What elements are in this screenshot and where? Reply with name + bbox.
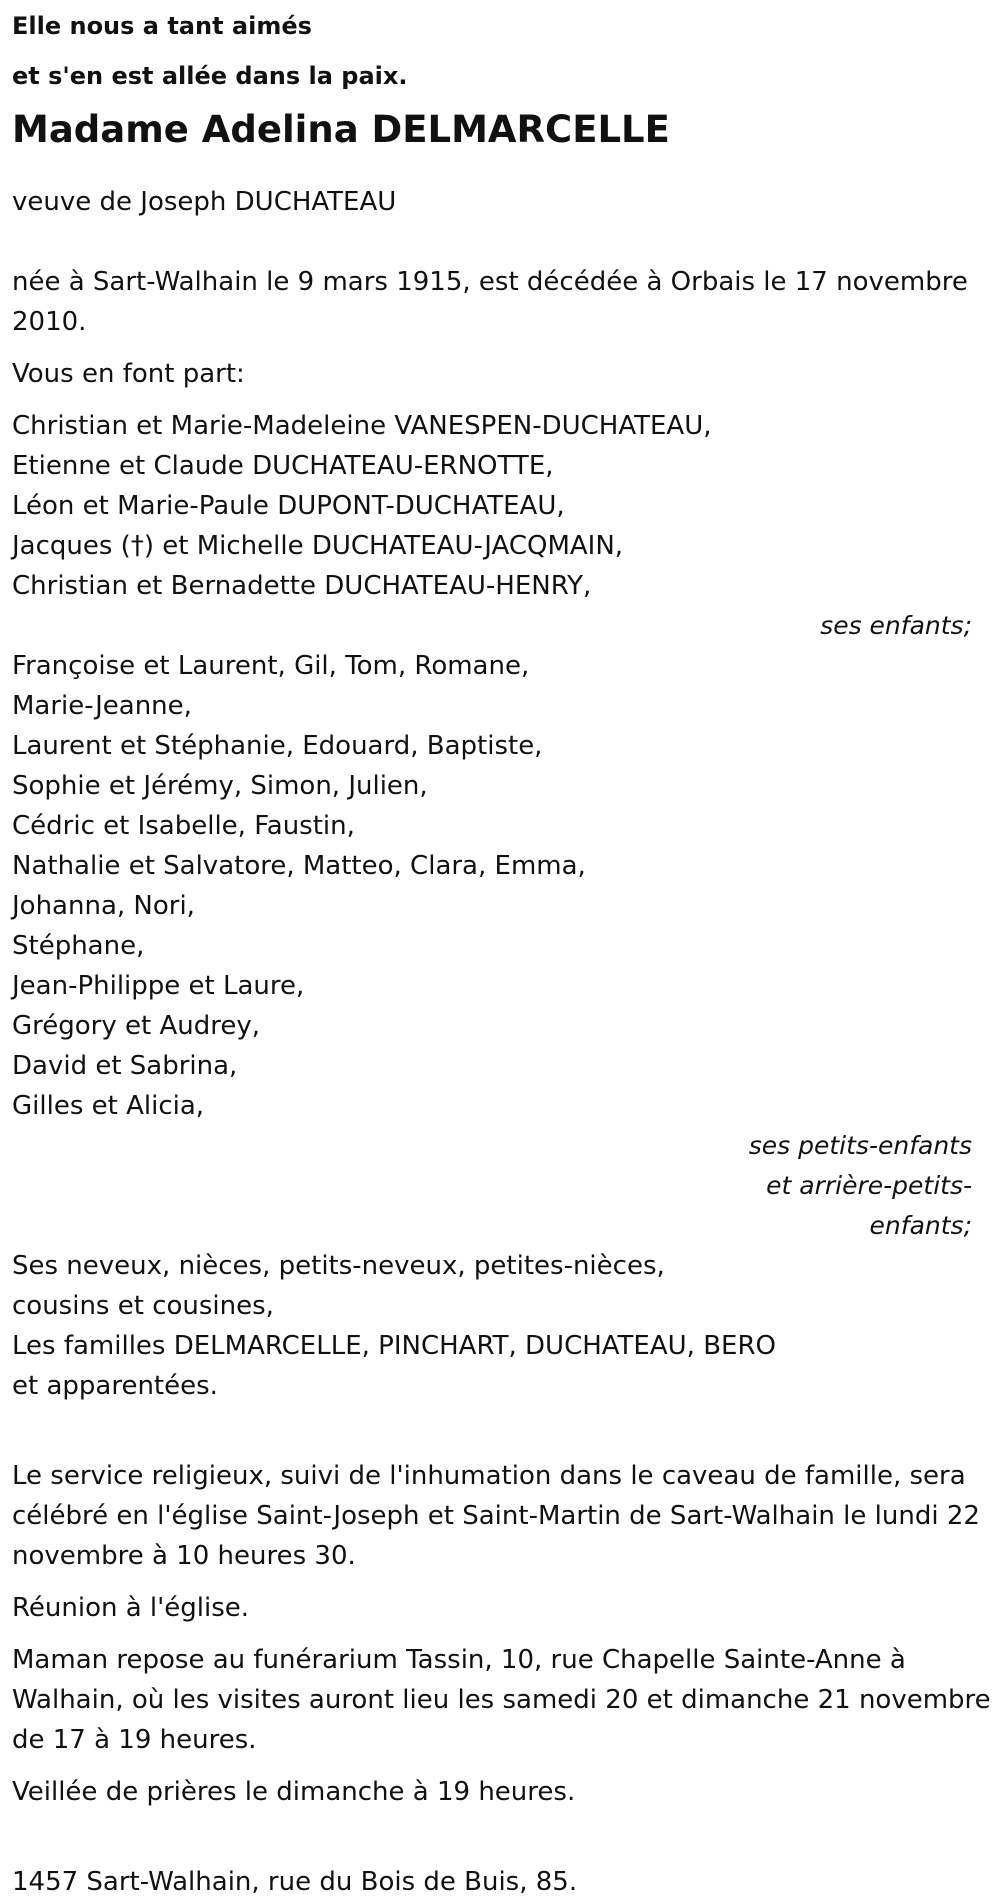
family-address: 1457 Sart-Walhain, rue du Bois de Buis, 85.	[12, 1867, 578, 1897]
list-item: Cédric et Isabelle, Faustin,	[12, 811, 355, 841]
service-details: Le service religieux, suivi de l'inhumation dans le caveau de famille, sera célébré en l'église Saint-Joseph et Saint-Martin de Sart-Walhain le lundi 22 novembre à 10 heures 30.	[12, 1461, 980, 1571]
funeral-home-text: Maman repose au funérarium Tassin, 10, rue Chapelle Sainte-Anne à Walhain, où les visites auront lieu les samedi 20 et dimanche 21 novembre de 17 à 19 heures.	[12, 1645, 991, 1755]
children-list	[12, 406, 988, 606]
list-item: Ses neveux, nièces, petits-neveux, petites-nièces,	[12, 1251, 665, 1281]
list-item: Jacques (†) et Michelle DUCHATEAU-JACQMAIN,	[12, 531, 624, 561]
grandchildren-label	[12, 1126, 988, 1246]
list-item: cousins et cousines,	[12, 1291, 274, 1321]
list-item: Christian et Bernadette DUCHATEAU-HENRY,	[12, 571, 592, 601]
list-item: Jean-Philippe et Laure,	[12, 971, 305, 1001]
list-item: Laurent et Stéphanie, Edouard, Baptiste,	[12, 731, 543, 761]
list-item: Les familles DELMARCELLE, PINCHART, DUCHATEAU, BERO	[12, 1331, 777, 1361]
grandchildren-label-line: et arrière-petits-	[766, 1171, 972, 1200]
grandchildren-label-line: enfants;	[869, 1211, 972, 1240]
list-item: Nathalie et Salvatore, Matteo, Clara, Emma,	[12, 851, 586, 881]
vigil-text: Veillée de prières le dimanche à 19 heures.	[12, 1777, 576, 1807]
list-item: David et Sabrina,	[12, 1051, 238, 1081]
meeting-text: Réunion à l'église.	[12, 1593, 250, 1623]
children-label: ses enfants;	[820, 611, 972, 640]
grandchildren-list	[12, 646, 988, 1126]
list-item: Gilles et Alicia,	[12, 1091, 205, 1121]
list-item: Etienne et Claude DUCHATEAU-ERNOTTE,	[12, 451, 554, 481]
relatives-list	[12, 1246, 988, 1406]
list-item: Grégory et Audrey,	[12, 1011, 261, 1041]
list-item: Sophie et Jérémy, Simon, Julien,	[12, 771, 428, 801]
announcement-intro: Vous en font part:	[12, 359, 245, 389]
epigraph-line-1: Elle nous a tant aimés	[12, 12, 312, 40]
deceased-name: Madame Adelina DELMARCELLE	[12, 108, 670, 151]
list-item: Christian et Marie-Madeleine VANESPEN-DUCHATEAU,	[12, 411, 712, 441]
list-item: Johanna, Nori,	[12, 891, 195, 921]
list-item: Marie-Jeanne,	[12, 691, 192, 721]
spouse-line: veuve de Joseph DUCHATEAU	[12, 187, 397, 217]
list-item: et apparentées.	[12, 1371, 218, 1401]
birth-death-text: née à Sart-Walhain le 9 mars 1915, est décédée à Orbais le 17 novembre 2010.	[12, 267, 968, 337]
list-item: Léon et Marie-Paule DUPONT-DUCHATEAU,	[12, 491, 565, 521]
list-item: Stéphane,	[12, 931, 145, 961]
grandchildren-label-line: ses petits-enfants	[748, 1131, 972, 1160]
list-item: Françoise et Laurent, Gil, Tom, Romane,	[12, 651, 530, 681]
epigraph-line-2: et s'en est allée dans la paix.	[12, 62, 408, 90]
